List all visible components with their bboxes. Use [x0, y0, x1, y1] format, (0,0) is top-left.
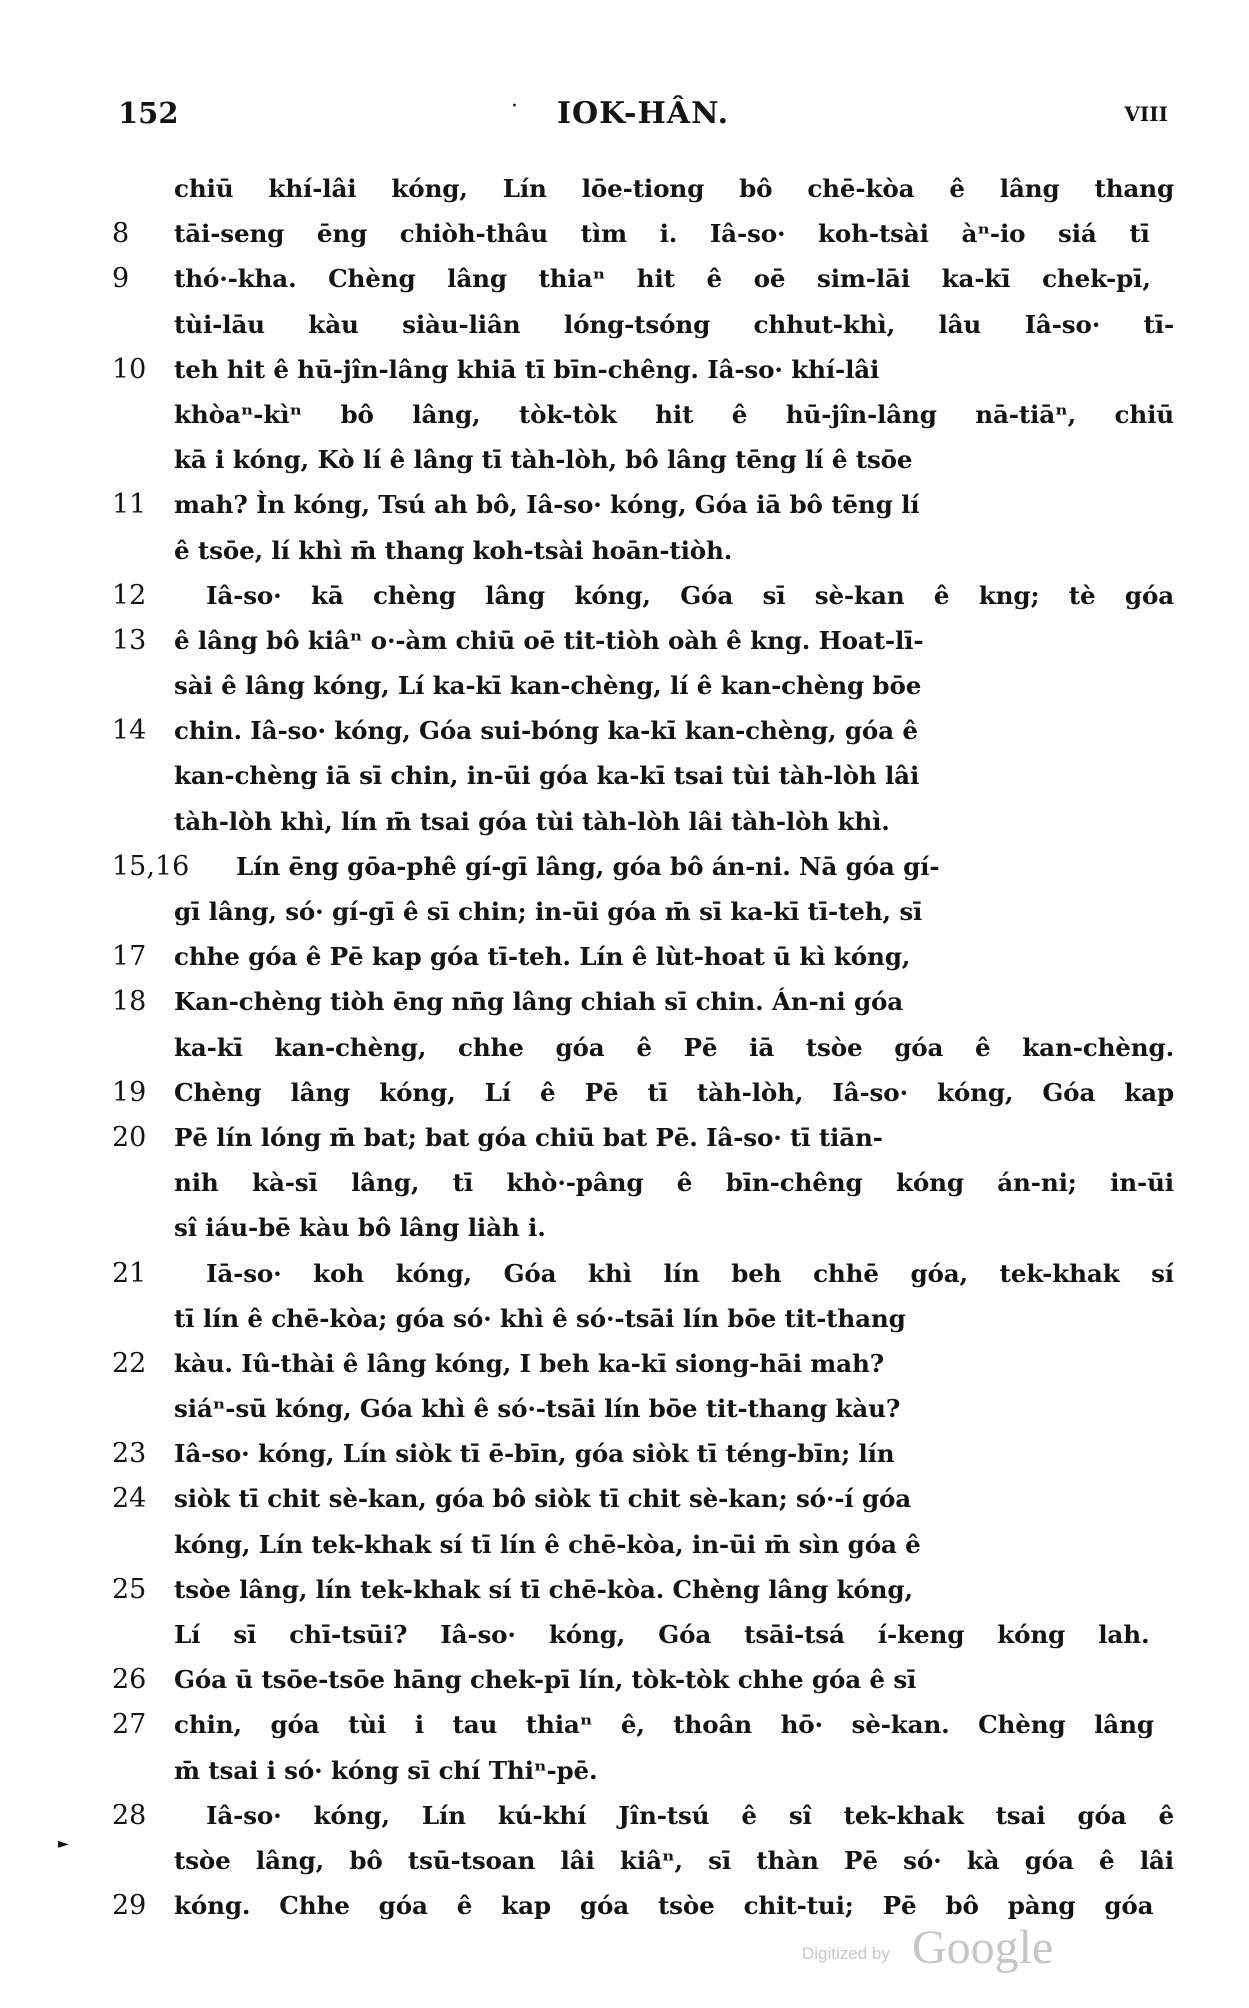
line-text: Lín ēng gōa-phê gí-gī lâng, góa bô án-ni. Nā góa gí-: [236, 851, 940, 881]
verse-number: 29: [112, 1890, 147, 1922]
verse-number: 15,16: [112, 850, 190, 882]
verse-number: 25: [112, 1573, 147, 1605]
verse-number: 19: [112, 1076, 147, 1108]
line-text: siòk tī chit sè-kan, góa bô siòk tī chit sè-kan; só·-í góa: [174, 1484, 912, 1514]
text-line: [112, 1612, 1177, 1657]
text-line: [112, 708, 1177, 753]
text-line: [112, 1838, 1177, 1883]
line-text: Kan-chèng tiòh ēng nn̄g lâng chiah sī chin. Án-ni góa: [174, 987, 904, 1017]
text-line: [112, 1251, 1177, 1296]
verse-number: 26: [112, 1664, 147, 1696]
line-text: thó·-kha. Chèng lâng thiaⁿ hit ê oē sim-lāi ka-kī chek-pī,: [174, 264, 1151, 294]
text-line: [112, 1567, 1177, 1612]
line-text: nih kà-sī lâng, tī khò·-pâng ê bīn-chêng kóng án-ni; in-ūi: [174, 1168, 1174, 1198]
line-text: Iâ-so· kóng, Lín siòk tī ē-bīn, góa siòk tī téng-bīn; lín: [174, 1439, 895, 1469]
line-text: mah? Ìn kóng, Tsú ah bô, Iâ-so· kóng, Góa iā bô tēng lí: [174, 490, 920, 520]
verse-number: 12: [112, 579, 147, 611]
verse-number: 22: [112, 1347, 147, 1379]
text-line: [112, 437, 1177, 482]
text-line: [112, 256, 1177, 301]
line-text: teh hit ê hū-jîn-lâng khiā tī bīn-chêng. Iâ-so· khí-lâi: [174, 354, 880, 384]
text-line: [112, 1793, 1177, 1838]
line-text: chin. Iâ-so· kóng, Góa sui-bóng ka-kī kan-chèng, góa ê: [174, 716, 918, 746]
digitized-by-label: Digitized by: [802, 1944, 890, 1963]
text-line: [112, 1702, 1177, 1747]
line-text: tī lín ê chē-kòa; góa só· khì ê só·-tsāi lín bōe tit-thang: [174, 1303, 906, 1333]
text-line: [112, 1341, 1177, 1386]
line-text: sài ê lâng kóng, Lí ka-kī kan-chèng, lí ê kan-chèng bōe: [174, 671, 922, 701]
line-text: kàu. Iû-thài ê lâng kóng, I beh ka-kī siong-hāi mah?: [174, 1348, 884, 1378]
line-text: tsòe lâng, lín tek-khak sí tī chē-kòa. Chèng lâng kóng,: [174, 1574, 913, 1604]
line-text: Góa ū tsōe-tsōe hāng chek-pī lín, tòk-tòk chhe góa ê sī: [174, 1665, 917, 1695]
verse-number: 8: [112, 218, 130, 250]
line-text: Iâ-so· kóng, Lín kú-khí Jîn-tsú ê sî tek-khak tsai góa ê: [206, 1800, 1174, 1830]
text-line: [112, 528, 1177, 573]
google-logo: Google: [912, 1921, 1054, 1974]
text-line: [112, 844, 1177, 889]
line-text: kan-chèng iā sī chin, in-ūi góa ka-kī tsai tùi tàh-lòh lâi: [174, 761, 920, 791]
text-line: [112, 1748, 1177, 1793]
line-text: chhe góa ê Pē kap góa tī-teh. Lín ê lùt-hoat ū kì kóng,: [174, 942, 911, 972]
chapter-number: VIII: [1124, 102, 1168, 126]
text-line: [112, 1296, 1177, 1341]
line-text: chin, góa tùi i tau thiaⁿ ê, thoân hō· sè-kan. Chèng lâng: [174, 1710, 1154, 1740]
verse-number: 10: [112, 353, 147, 385]
verse-number: 21: [112, 1257, 147, 1289]
line-text: kā i kóng, Kò lí ê lâng tī tàh-lòh, bô lâng tēng lí ê tsōe: [174, 445, 913, 475]
text-line: [112, 753, 1177, 798]
line-text: tùi-lāu kàu siàu-liân lóng-tsóng chhut-khì, lâu Iâ-so· tī-: [174, 309, 1174, 339]
line-text: tàh-lòh khì, lín m̄ tsai góa tùi tàh-lòh lâi tàh-lòh khì.: [174, 806, 890, 836]
text-line: [112, 573, 1177, 618]
line-text: ê tsōe, lí khì m̄ thang koh-tsài hoān-tiòh.: [174, 535, 733, 565]
line-text: Lí sī chī-tsūi? Iâ-so· kóng, Góa tsāi-tsá í-keng kóng lah.: [174, 1620, 1150, 1649]
text-line: [112, 302, 1177, 347]
header-dot: ·: [511, 94, 518, 119]
text-body: [112, 166, 1177, 1928]
verse-number: 9: [112, 263, 130, 295]
line-text: tsòe lâng, bô tsū-tsoan lâi kiâⁿ, sī thàn Pē só· kà góa ê lâi: [174, 1845, 1174, 1875]
line-text: Iâ-so· kā chèng lâng kóng, Góa sī sè-kan ê kng; tè góa: [206, 580, 1174, 610]
margin-mark-arrow: ►: [58, 1836, 69, 1852]
line-text: kóng. Chhe góa ê kap góa tsòe chit-tui; Pē bô pàng góa: [174, 1891, 1154, 1921]
verse-number: 23: [112, 1438, 147, 1470]
text-line: [112, 799, 1177, 844]
line-text: siáⁿ-sū kóng, Góa khì ê só·-tsāi lín bōe tit-thang kàu?: [174, 1394, 901, 1424]
text-line: [112, 1205, 1177, 1250]
line-text: m̄ tsai i só· kóng sī chí Thiⁿ-pē.: [174, 1755, 598, 1785]
page-number: 152: [118, 96, 179, 130]
text-line: [112, 166, 1177, 211]
text-line: [112, 618, 1177, 663]
line-text: ka-kī kan-chèng, chhe góa ê Pē iā tsòe góa ê kan-chèng.: [174, 1032, 1174, 1062]
text-line: [112, 482, 1177, 527]
text-line: [112, 889, 1177, 934]
line-text: Chèng lâng kóng, Lí ê Pē tī tàh-lòh, Iâ-so· kóng, Góa kap: [174, 1077, 1174, 1107]
text-line: [112, 211, 1177, 256]
page-title: IOK-HÂN.: [556, 96, 730, 131]
verse-number: 27: [112, 1709, 147, 1741]
text-line: [112, 1115, 1177, 1160]
text-line: [112, 934, 1177, 979]
text-line: [112, 1386, 1177, 1431]
line-text: chiū khí-lâi kóng, Lín lōe-tiong bô chē-kòa ê lâng thang: [174, 174, 1174, 203]
verse-number: 28: [112, 1799, 147, 1831]
text-line: [112, 1476, 1177, 1521]
verse-number: 11: [112, 489, 147, 521]
text-line: [112, 392, 1177, 437]
page-header: [118, 96, 1168, 140]
verse-number: 13: [112, 624, 147, 656]
line-text: kóng, Lín tek-khak sí tī lín ê chē-kòa, in-ūi m̄ sìn góa ê: [174, 1529, 921, 1559]
verse-number: 20: [112, 1121, 147, 1153]
text-line: [112, 1657, 1177, 1702]
text-line: [112, 1431, 1177, 1476]
text-line: [112, 1522, 1177, 1567]
digitization-watermark: [790, 1920, 1210, 1980]
text-line: [112, 1160, 1177, 1205]
line-text: khòaⁿ-kìⁿ bô lâng, tòk-tòk hit ê hū-jîn-lâng nā-tiāⁿ, chiū: [174, 399, 1174, 429]
line-text: gī lâng, só· gí-gī ê sī chin; in-ūi góa m̄ sī ka-kī tī-teh, sī: [174, 897, 923, 926]
verse-number: 24: [112, 1483, 147, 1515]
line-text: Pē lín lóng m̄ bat; bat góa chiū bat Pē. Iâ-so· tī tiān-: [174, 1122, 883, 1152]
line-text: tāi-seng ēng chiòh-thâu tìm i. Iâ-so· koh-tsài àⁿ-io siá tī: [174, 219, 1150, 249]
line-text: ê lâng bô kiâⁿ o·-àm chiū oē tit-tiòh oàh ê kng. Hoat-lī-: [174, 625, 924, 655]
line-text: sî iáu-bē kàu bô lâng liàh i.: [174, 1213, 546, 1243]
verse-number: 14: [112, 715, 147, 747]
verse-number: 18: [112, 986, 147, 1018]
text-line: [112, 1025, 1177, 1070]
line-text: Iā-so· koh kóng, Góa khì lín beh chhē góa, tek-khak sí: [206, 1258, 1174, 1288]
text-line: [112, 663, 1177, 708]
verse-number: 17: [112, 941, 147, 973]
text-line: [112, 347, 1177, 392]
text-line: [112, 979, 1177, 1024]
text-line: [112, 1070, 1177, 1115]
